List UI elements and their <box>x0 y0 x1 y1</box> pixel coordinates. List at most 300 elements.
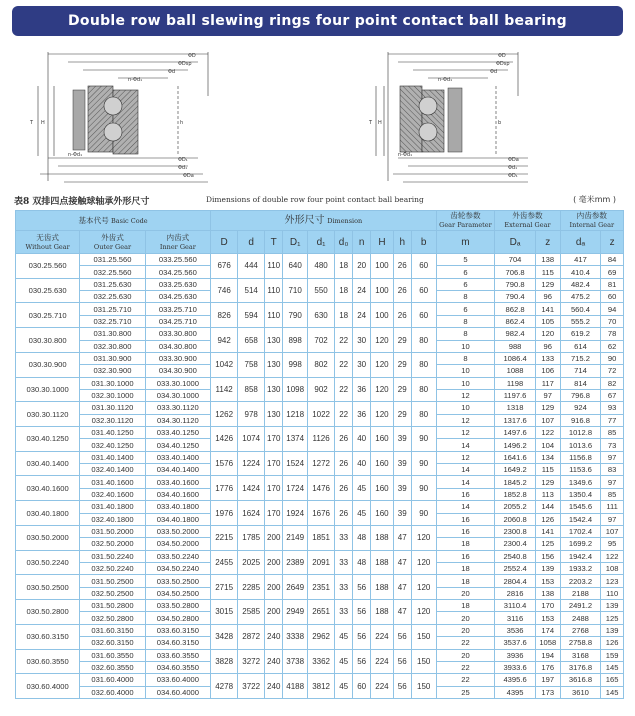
dimension-cell: 1776 <box>211 476 238 501</box>
inner-gear-code: 033.25.630 <box>145 278 210 290</box>
dimension-cell: 160 <box>371 451 394 476</box>
dimension-cell: 170 <box>265 427 283 452</box>
outer-gear-code: 032.40.1400 <box>80 464 145 476</box>
dimension-cell: 3362 <box>308 649 335 674</box>
gear-cell: 62 <box>601 340 624 352</box>
without-gear-code: 030.40.1800 <box>16 501 80 526</box>
dimension-cell: 26 <box>393 278 411 303</box>
dimension-cell: 1142 <box>211 377 238 402</box>
outer-gear-code: 031.50.2240 <box>80 550 145 562</box>
column-header-dim-6: n <box>353 231 371 254</box>
dimension-cell: 120 <box>411 575 436 600</box>
gear-cell: 20 <box>436 624 495 636</box>
gear-cell: 2300.4 <box>495 538 536 550</box>
dimension-cell: 2649 <box>283 575 308 600</box>
header-inner-gear: 内齿式 Inner Gear <box>145 231 210 254</box>
drawing-label: ΦD <box>188 53 196 59</box>
dimension-cell: 29 <box>393 328 411 353</box>
table-row <box>16 451 624 463</box>
gear-cell: 69 <box>601 266 624 278</box>
dimension-cell: 120 <box>371 328 394 353</box>
gear-cell: 1545.6 <box>560 501 601 513</box>
dimension-cell: 2585 <box>238 600 265 625</box>
dimension-cell: 56 <box>353 649 371 674</box>
dimension-cell: 29 <box>393 352 411 377</box>
dimension-cell: 188 <box>371 600 394 625</box>
dimension-cell: 2351 <box>308 575 335 600</box>
dimension-cell: 56 <box>353 624 371 649</box>
gear-cell: 3176.8 <box>560 661 601 673</box>
dimension-cell: 60 <box>411 278 436 303</box>
gear-cell: 916.8 <box>560 414 601 426</box>
page-title-banner: Double row ball slewing rings four point contact ball bearing <box>12 6 623 36</box>
dimension-cell: 2215 <box>211 525 238 550</box>
dimension-cell: 30 <box>353 328 371 353</box>
gear-cell: 2060.8 <box>495 513 536 525</box>
drawing-label: Φd₁ <box>178 165 188 171</box>
table-row <box>16 600 624 612</box>
dimension-cell: 160 <box>371 501 394 526</box>
without-gear-code: 030.60.3550 <box>16 649 80 674</box>
dimension-cell: 24 <box>353 278 371 303</box>
dimension-cell: 3722 <box>238 674 265 699</box>
outer-gear-code: 031.50.2800 <box>80 600 145 612</box>
dimension-cell: 22 <box>335 377 353 402</box>
gear-cell: 108 <box>601 562 624 574</box>
table-row <box>16 303 624 315</box>
inner-gear-code: 034.25.710 <box>145 315 210 327</box>
drawing-label: ΦD₁ <box>178 157 188 163</box>
gear-cell: 117 <box>535 377 560 389</box>
table-row <box>16 254 624 266</box>
inner-gear-code: 033.60.4000 <box>145 674 210 686</box>
gear-cell: 194 <box>535 649 560 661</box>
column-header-gear-12: z <box>535 231 560 254</box>
gear-cell: 16 <box>436 488 495 500</box>
inner-gear-code: 034.40.1400 <box>145 464 210 476</box>
dimension-cell: 710 <box>283 278 308 303</box>
dimension-cell: 33 <box>335 600 353 625</box>
gear-cell: 3110.4 <box>495 600 536 612</box>
outer-gear-code: 031.30.1120 <box>80 402 145 414</box>
outer-gear-code: 031.25.560 <box>80 254 145 266</box>
dimension-cell: 33 <box>335 550 353 575</box>
header-dimension: 外形尺寸 Dimension <box>211 211 437 231</box>
gear-cell: 14 <box>436 476 495 488</box>
gear-cell: 3936 <box>495 649 536 661</box>
drawing-label: ΦDsp <box>496 61 510 67</box>
dimension-cell: 1022 <box>308 402 335 427</box>
dimension-cell: 47 <box>393 575 411 600</box>
gear-cell: 81 <box>601 278 624 290</box>
dimension-cell: 39 <box>393 427 411 452</box>
inner-gear-code: 033.30.1120 <box>145 402 210 414</box>
dimension-cell: 2962 <box>308 624 335 649</box>
gear-cell: 139 <box>601 600 624 612</box>
dimension-cell: 120 <box>371 377 394 402</box>
gear-cell: 1088 <box>495 365 536 377</box>
header-outer-gear: 外齿式 Outer Gear <box>80 231 145 254</box>
table-english-caption: Dimensions of double row four point contact ball bearing <box>206 195 424 204</box>
gear-cell: 714 <box>560 365 601 377</box>
gear-cell: 153 <box>535 612 560 624</box>
left-cross-section-drawing <box>28 46 228 192</box>
gear-cell: 6 <box>436 278 495 290</box>
dimension-cell: 790 <box>283 303 308 328</box>
dimension-cell: 1476 <box>308 476 335 501</box>
dimension-cell: 2949 <box>283 600 308 625</box>
dimension-cell: 26 <box>335 501 353 526</box>
dimension-cell: 170 <box>265 501 283 526</box>
without-gear-code: 030.30.1120 <box>16 402 80 427</box>
dimension-cell: 40 <box>353 427 371 452</box>
outer-gear-code: 032.30.800 <box>80 340 145 352</box>
header-without-gear: 无齿式 Without Gear <box>16 231 80 254</box>
dimension-cell: 2285 <box>238 575 265 600</box>
dimension-cell: 200 <box>265 525 283 550</box>
table-row <box>16 377 624 389</box>
dimension-cell: 200 <box>265 550 283 575</box>
dimension-cell: 20 <box>353 254 371 279</box>
dimension-cell: 746 <box>211 278 238 303</box>
right-cross-section-drawing <box>368 46 543 192</box>
dimension-cell: 24 <box>353 303 371 328</box>
inner-gear-code: 034.60.4000 <box>145 686 210 698</box>
dimension-cell: 802 <box>308 352 335 377</box>
outer-gear-code: 031.50.2000 <box>80 525 145 537</box>
dimension-cell: 998 <box>283 352 308 377</box>
dimension-cell: 640 <box>283 254 308 279</box>
dimension-cell: 1851 <box>308 525 335 550</box>
dimension-cell: 39 <box>393 501 411 526</box>
outer-gear-code: 032.30.900 <box>80 365 145 377</box>
outer-gear-code: 031.40.1250 <box>80 427 145 439</box>
drawing-label: ΦD <box>498 53 506 59</box>
gear-cell: 18 <box>436 575 495 587</box>
gear-cell: 141 <box>535 525 560 537</box>
table-number-caption: 表8 双排四点接触球轴承外形尺寸 <box>14 197 150 207</box>
gear-cell: 8 <box>436 291 495 303</box>
gear-cell: 145 <box>601 661 624 673</box>
gear-cell: 2816 <box>495 587 536 599</box>
gear-cell: 95 <box>601 538 624 550</box>
column-header-dim-4: d₁ <box>308 231 335 254</box>
without-gear-code: 030.30.900 <box>16 352 80 377</box>
gear-cell: 104 <box>535 439 560 451</box>
dimension-cell: 2091 <box>308 550 335 575</box>
dimension-cell: 1126 <box>308 427 335 452</box>
outer-gear-code: 032.40.1600 <box>80 488 145 500</box>
gear-cell: 790.8 <box>495 278 536 290</box>
gear-cell: 107 <box>535 414 560 426</box>
gear-cell: 715.2 <box>560 352 601 364</box>
drawing-label: b <box>498 120 502 126</box>
without-gear-code: 030.25.710 <box>16 303 80 328</box>
dimension-cell: 26 <box>393 254 411 279</box>
gear-cell: 988 <box>495 340 536 352</box>
dimension-cell: 480 <box>308 254 335 279</box>
dimension-cell: 188 <box>371 575 394 600</box>
dimension-cell: 676 <box>211 254 238 279</box>
gear-cell: 8 <box>436 352 495 364</box>
dimension-cell: 80 <box>411 402 436 427</box>
gear-cell: 60 <box>601 291 624 303</box>
dimension-cell: 1524 <box>283 451 308 476</box>
outer-gear-code: 031.60.4000 <box>80 674 145 686</box>
dimension-cell: 26 <box>393 303 411 328</box>
dimension-cell: 758 <box>238 352 265 377</box>
table-row <box>16 525 624 537</box>
gear-cell: 1702.4 <box>560 525 601 537</box>
dimension-cell: 29 <box>393 402 411 427</box>
gear-cell: 1933.2 <box>560 562 601 574</box>
dimension-cell: 110 <box>265 278 283 303</box>
gear-cell: 4395 <box>495 686 536 698</box>
dimension-cell: 33 <box>335 525 353 550</box>
gear-cell: 197 <box>535 674 560 686</box>
without-gear-code: 030.30.800 <box>16 328 80 353</box>
dimension-cell: 2872 <box>238 624 265 649</box>
dimension-cell: 80 <box>411 377 436 402</box>
inner-gear-code: 033.60.3550 <box>145 649 210 661</box>
column-header-dim-0: D <box>211 231 238 254</box>
dimension-cell: 36 <box>353 377 371 402</box>
gear-cell: 4395.6 <box>495 674 536 686</box>
table-row <box>16 674 624 686</box>
inner-gear-code: 034.60.3150 <box>145 637 210 649</box>
gear-cell: 73 <box>601 439 624 451</box>
gear-cell: 1350.4 <box>560 488 601 500</box>
gear-cell: 94 <box>601 303 624 315</box>
gear-cell: 790.4 <box>495 291 536 303</box>
inner-gear-code: 033.40.1600 <box>145 476 210 488</box>
dimension-cell: 90 <box>411 451 436 476</box>
dimension-cell: 826 <box>211 303 238 328</box>
table-row <box>16 402 624 414</box>
gear-cell: 704 <box>495 254 536 266</box>
inner-gear-code: 034.40.1250 <box>145 439 210 451</box>
inner-gear-code: 033.40.1250 <box>145 427 210 439</box>
table-row <box>16 624 624 636</box>
dimension-cell: 550 <box>308 278 335 303</box>
gear-cell: 120 <box>535 328 560 340</box>
header-internal-gear: 内齿参数 Internal Gear <box>560 211 623 231</box>
gear-cell: 619.2 <box>560 328 601 340</box>
outer-gear-code: 031.30.1000 <box>80 377 145 389</box>
gear-cell: 814 <box>560 377 601 389</box>
without-gear-code: 030.40.1250 <box>16 427 80 452</box>
dimension-cell: 1924 <box>283 501 308 526</box>
column-header-gear-10: m <box>436 231 495 254</box>
inner-gear-code: 033.30.900 <box>145 352 210 364</box>
gear-cell: 122 <box>601 550 624 562</box>
gear-cell: 93 <box>601 402 624 414</box>
gear-cell: 84 <box>601 254 624 266</box>
inner-gear-code: 033.25.710 <box>145 303 210 315</box>
dimension-cell: 22 <box>335 402 353 427</box>
dimension-cell: 48 <box>353 525 371 550</box>
without-gear-code: 030.50.2800 <box>16 600 80 625</box>
gear-cell: 106 <box>535 365 560 377</box>
dimension-cell: 3272 <box>238 649 265 674</box>
gear-cell: 14 <box>436 464 495 476</box>
dimension-cell: 200 <box>265 575 283 600</box>
dimension-cell: 29 <box>393 377 411 402</box>
gear-cell: 145 <box>601 686 624 698</box>
drawing-label: ΦDa <box>183 173 194 179</box>
without-gear-code: 030.50.2500 <box>16 575 80 600</box>
dimension-cell: 100 <box>371 254 394 279</box>
dimension-cell: 1224 <box>238 451 265 476</box>
dimension-cell: 120 <box>411 550 436 575</box>
drawing-label: T <box>30 120 34 126</box>
dimension-cell: 224 <box>371 674 394 699</box>
drawing-label: n-Φd₁ <box>68 152 83 158</box>
gear-cell: 107 <box>601 525 624 537</box>
inner-gear-code: 033.30.1000 <box>145 377 210 389</box>
dimension-cell: 150 <box>411 624 436 649</box>
gear-cell: 90 <box>601 352 624 364</box>
outer-gear-code: 031.60.3550 <box>80 649 145 661</box>
gear-cell: 3616.8 <box>560 674 601 686</box>
gear-cell: 3610 <box>560 686 601 698</box>
gear-cell: 16 <box>436 550 495 562</box>
dimension-cell: 1724 <box>283 476 308 501</box>
dimension-cell: 130 <box>265 377 283 402</box>
gear-cell: 113 <box>535 488 560 500</box>
gear-cell: 174 <box>535 624 560 636</box>
column-header-dim-7: H <box>371 231 394 254</box>
drawing-label: ΦDa <box>508 157 519 163</box>
gear-cell: 126 <box>601 637 624 649</box>
gear-cell: 1318 <box>495 402 536 414</box>
gear-cell: 5 <box>436 254 495 266</box>
outer-gear-code: 032.60.3150 <box>80 637 145 649</box>
dimension-cell: 18 <box>335 254 353 279</box>
gear-cell: 97 <box>601 513 624 525</box>
inner-gear-code: 034.25.560 <box>145 266 210 278</box>
dimension-cell: 110 <box>265 303 283 328</box>
dimension-cell: 594 <box>238 303 265 328</box>
table-row <box>16 278 624 290</box>
dimension-cell: 120 <box>411 600 436 625</box>
gear-cell: 110 <box>601 587 624 599</box>
outer-gear-code: 032.50.2500 <box>80 587 145 599</box>
dimension-cell: 90 <box>411 476 436 501</box>
gear-cell: 8 <box>436 315 495 327</box>
column-header-dim-8: h <box>393 231 411 254</box>
inner-gear-code: 034.30.800 <box>145 340 210 352</box>
dimension-cell: 1624 <box>238 501 265 526</box>
without-gear-code: 030.25.560 <box>16 254 80 279</box>
table-row <box>16 550 624 562</box>
gear-cell: 18 <box>436 600 495 612</box>
dimension-cell: 240 <box>265 649 283 674</box>
dimension-cell: 1576 <box>211 451 238 476</box>
outer-gear-code: 032.40.1800 <box>80 513 145 525</box>
gear-cell: 3168 <box>560 649 601 661</box>
column-header-dim-5: d₀ <box>335 231 353 254</box>
dimension-cell: 48 <box>353 550 371 575</box>
gear-cell: 12 <box>436 414 495 426</box>
inner-gear-code: 033.50.2500 <box>145 575 210 587</box>
table-row <box>16 352 624 364</box>
gear-cell: 97 <box>601 451 624 463</box>
dimension-cell: 40 <box>353 451 371 476</box>
gear-cell: 67 <box>601 389 624 401</box>
inner-gear-code: 033.60.3150 <box>145 624 210 636</box>
outer-gear-code: 032.50.2800 <box>80 612 145 624</box>
dimension-cell: 56 <box>353 575 371 600</box>
gear-cell: 97 <box>535 389 560 401</box>
gear-cell: 18 <box>436 538 495 550</box>
outer-gear-code: 031.25.710 <box>80 303 145 315</box>
dimension-cell: 160 <box>371 427 394 452</box>
gear-cell: 2540.8 <box>495 550 536 562</box>
dimension-cell: 858 <box>238 377 265 402</box>
gear-cell: 1845.2 <box>495 476 536 488</box>
gear-cell: 706.8 <box>495 266 536 278</box>
dimension-cell: 47 <box>393 525 411 550</box>
dimension-cell: 150 <box>411 649 436 674</box>
gear-cell: 20 <box>436 649 495 661</box>
gear-cell: 173 <box>535 686 560 698</box>
dimension-cell: 1272 <box>308 451 335 476</box>
gear-cell: 2055.2 <box>495 501 536 513</box>
dimension-cell: 2149 <box>283 525 308 550</box>
dimension-cell: 22 <box>335 328 353 353</box>
dimension-cell: 3428 <box>211 624 238 649</box>
gear-cell: 12 <box>436 451 495 463</box>
gear-cell: 924 <box>560 402 601 414</box>
inner-gear-code: 034.50.2240 <box>145 562 210 574</box>
gear-cell: 72 <box>601 365 624 377</box>
outer-gear-code: 031.60.3150 <box>80 624 145 636</box>
gear-cell: 96 <box>535 291 560 303</box>
gear-cell: 1852.8 <box>495 488 536 500</box>
dimension-cell: 1074 <box>238 427 265 452</box>
gear-cell: 18 <box>436 562 495 574</box>
gear-cell: 22 <box>436 674 495 686</box>
dimension-cell: 56 <box>353 600 371 625</box>
dimension-cell: 188 <box>371 550 394 575</box>
inner-gear-code: 034.50.2500 <box>145 587 210 599</box>
dimension-cell: 130 <box>265 328 283 353</box>
dimension-cell: 130 <box>265 352 283 377</box>
dimension-cell: 80 <box>411 328 436 353</box>
gear-cell: 2804.4 <box>495 575 536 587</box>
dimension-cell: 188 <box>371 525 394 550</box>
gear-cell: 12 <box>436 389 495 401</box>
gear-cell: 1497.6 <box>495 427 536 439</box>
dimension-cell: 224 <box>371 649 394 674</box>
without-gear-code: 030.25.630 <box>16 278 80 303</box>
dimension-cell: 22 <box>335 352 353 377</box>
dimension-cell: 1374 <box>283 427 308 452</box>
dimension-cell: 45 <box>353 476 371 501</box>
gear-cell: 2300.8 <box>495 525 536 537</box>
header-external-gear: 外齿参数 External Gear <box>495 211 560 231</box>
column-header-dim-1: d <box>238 231 265 254</box>
gear-cell: 2552.4 <box>495 562 536 574</box>
inner-gear-code: 034.30.1000 <box>145 389 210 401</box>
header-gear-param: 齿轮参数 Gear Parameter <box>436 211 495 231</box>
dimension-cell: 702 <box>308 328 335 353</box>
gear-cell: 96 <box>535 340 560 352</box>
gear-cell: 3933.6 <box>495 661 536 673</box>
drawing-label: n-Φd₁ <box>128 77 143 83</box>
gear-cell: 176 <box>535 661 560 673</box>
